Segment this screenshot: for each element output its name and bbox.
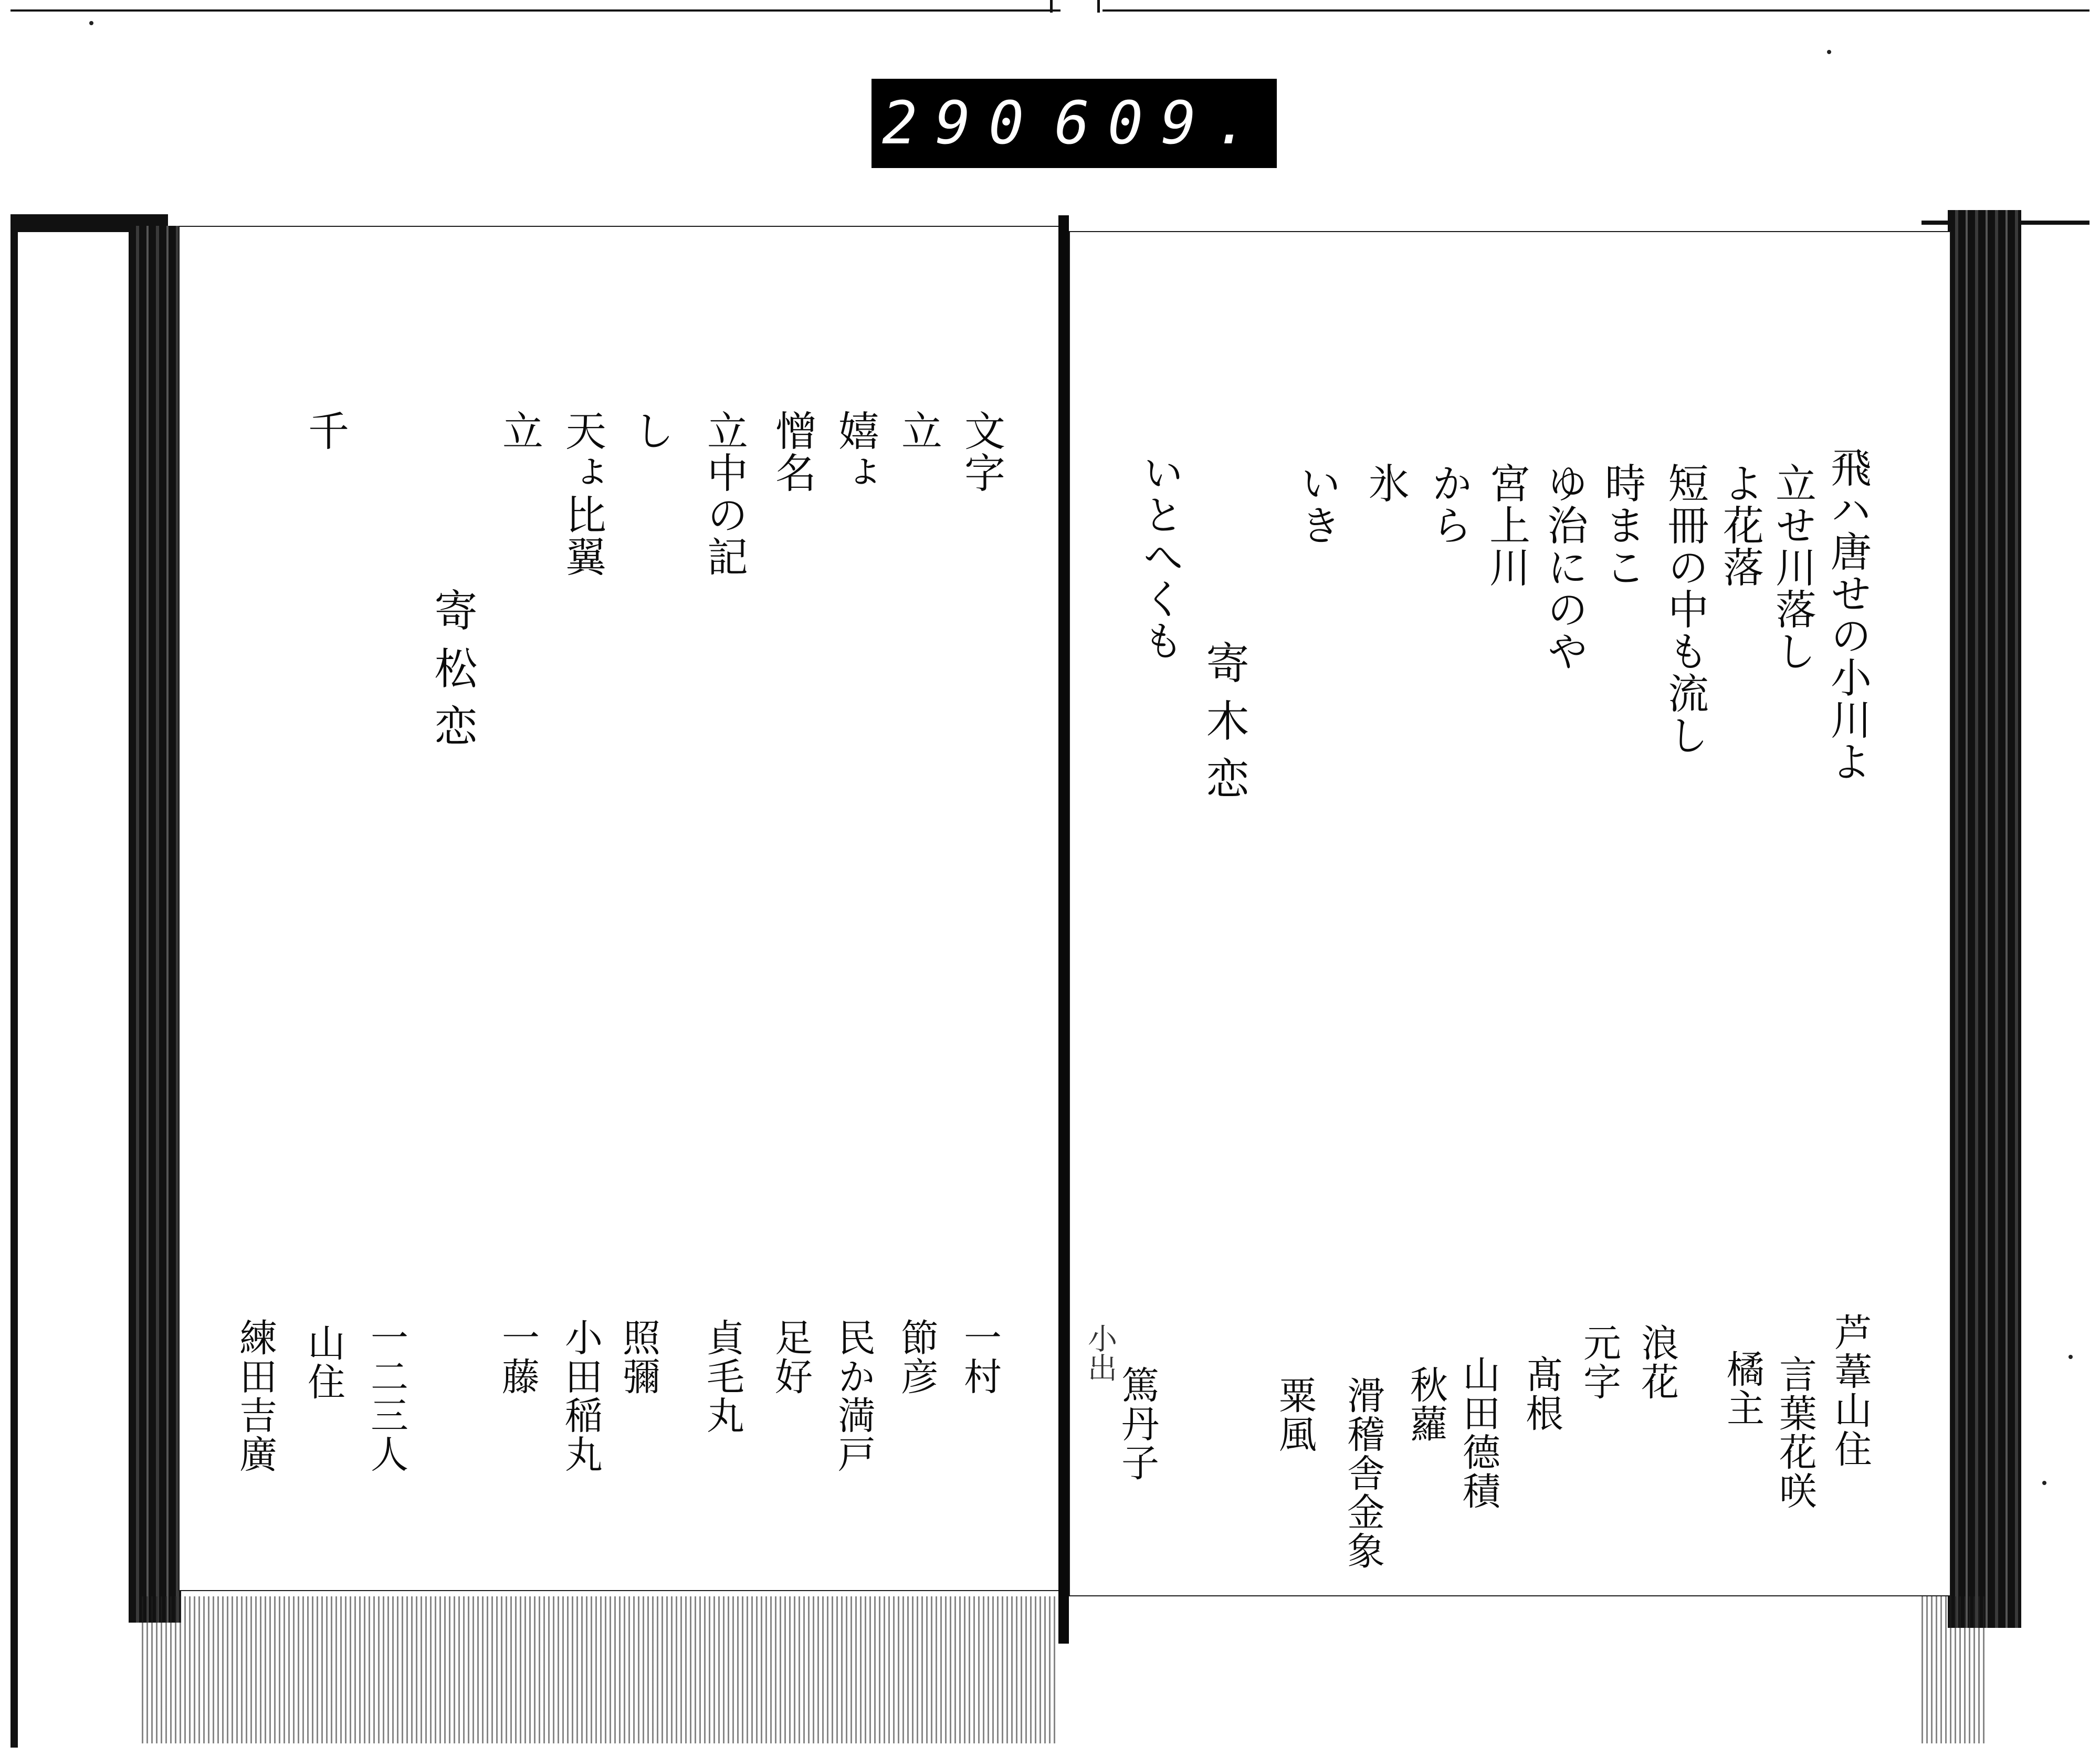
text-column: 宮上川: [1483, 462, 1530, 588]
scan-speck: [2042, 1481, 2046, 1485]
page-stack-bottom-right: [1922, 1596, 1984, 1743]
book-spine: [1058, 215, 1069, 1644]
poet-name: 照彌: [616, 1318, 660, 1396]
poet-name: 小田稲丸: [559, 1318, 603, 1473]
poet-name: 一藤: [496, 1318, 540, 1396]
scan-speck: [2068, 1355, 2073, 1359]
text-column: 飛ハ唐せの小川よ: [1824, 446, 1871, 782]
text-column: よ花落: [1716, 462, 1763, 588]
poet-name: 橘主: [1720, 1350, 1765, 1427]
poet-name: 山住: [301, 1323, 345, 1401]
frame-bar: [10, 214, 18, 1748]
film-frame-label: [872, 79, 1277, 168]
top-frame-tick: [1050, 0, 1053, 13]
right-page: [1069, 231, 1951, 1596]
text-column: 氷: [1362, 462, 1409, 504]
poet-name: 篤丹子: [1115, 1365, 1159, 1482]
text-column: 立: [895, 410, 942, 452]
poet-name: 粟風: [1273, 1376, 1317, 1454]
poet-name: 貞毛丸: [700, 1318, 744, 1435]
poet-name: 秋蘿: [1404, 1365, 1448, 1443]
text-column: し: [627, 410, 674, 452]
text-column: 憎名: [769, 410, 816, 494]
film-frame-number-left: 290: [882, 89, 1042, 158]
gutter-mark: 小出: [1083, 1323, 1117, 1382]
poet-name: 髙根: [1519, 1355, 1563, 1433]
section-heading: 寄木恋: [1199, 641, 1249, 814]
poet-name: 練田吉廣: [233, 1318, 277, 1473]
text-column: 千: [301, 410, 349, 452]
poet-name: 言葉花咲: [1773, 1355, 1817, 1510]
top-frame-tick: [1097, 0, 1100, 13]
text-column: 天ょ比翼: [559, 410, 606, 578]
poet-name: 浪花: [1635, 1323, 1679, 1401]
top-frame-line-right: [1102, 9, 2090, 12]
poet-name: 一村: [958, 1318, 1002, 1396]
left-page-edge: [129, 226, 181, 1623]
poet-name: 芦葦山住: [1828, 1313, 1872, 1468]
poet-name: 滑稽舎金象: [1341, 1376, 1385, 1570]
text-column: から: [1425, 462, 1472, 546]
top-frame-line-left: [10, 9, 1060, 12]
text-column: いとへくも: [1136, 452, 1183, 662]
right-page-edge: [1948, 210, 2021, 1628]
poet-name: 一二三人: [364, 1318, 408, 1473]
text-column: 時まこ: [1598, 462, 1645, 588]
film-frame-number-right: 609.: [1054, 89, 1268, 158]
page-stack-bottom-left: [142, 1596, 1055, 1743]
text-column: いき: [1294, 462, 1341, 546]
poet-name: 山田德積: [1456, 1355, 1500, 1510]
text-column: 立中の記: [700, 410, 748, 578]
scan-speck: [89, 21, 93, 25]
scan-speck: [1827, 50, 1831, 54]
text-column: 立せ川落し: [1769, 462, 1816, 672]
text-column: 短冊の中も流し: [1661, 462, 1708, 756]
text-column: 文字: [958, 410, 1005, 494]
poet-name: 民か満戸: [832, 1318, 876, 1473]
poet-name: 足好: [769, 1318, 813, 1396]
text-column: 立: [496, 410, 543, 452]
text-column: ゆ治にのや: [1540, 462, 1588, 672]
poet-name: 節彦: [895, 1318, 939, 1396]
section-heading: 寄松恋: [427, 588, 477, 761]
poet-name: 元字: [1577, 1323, 1621, 1401]
text-column: 嬉ょ: [832, 410, 879, 494]
